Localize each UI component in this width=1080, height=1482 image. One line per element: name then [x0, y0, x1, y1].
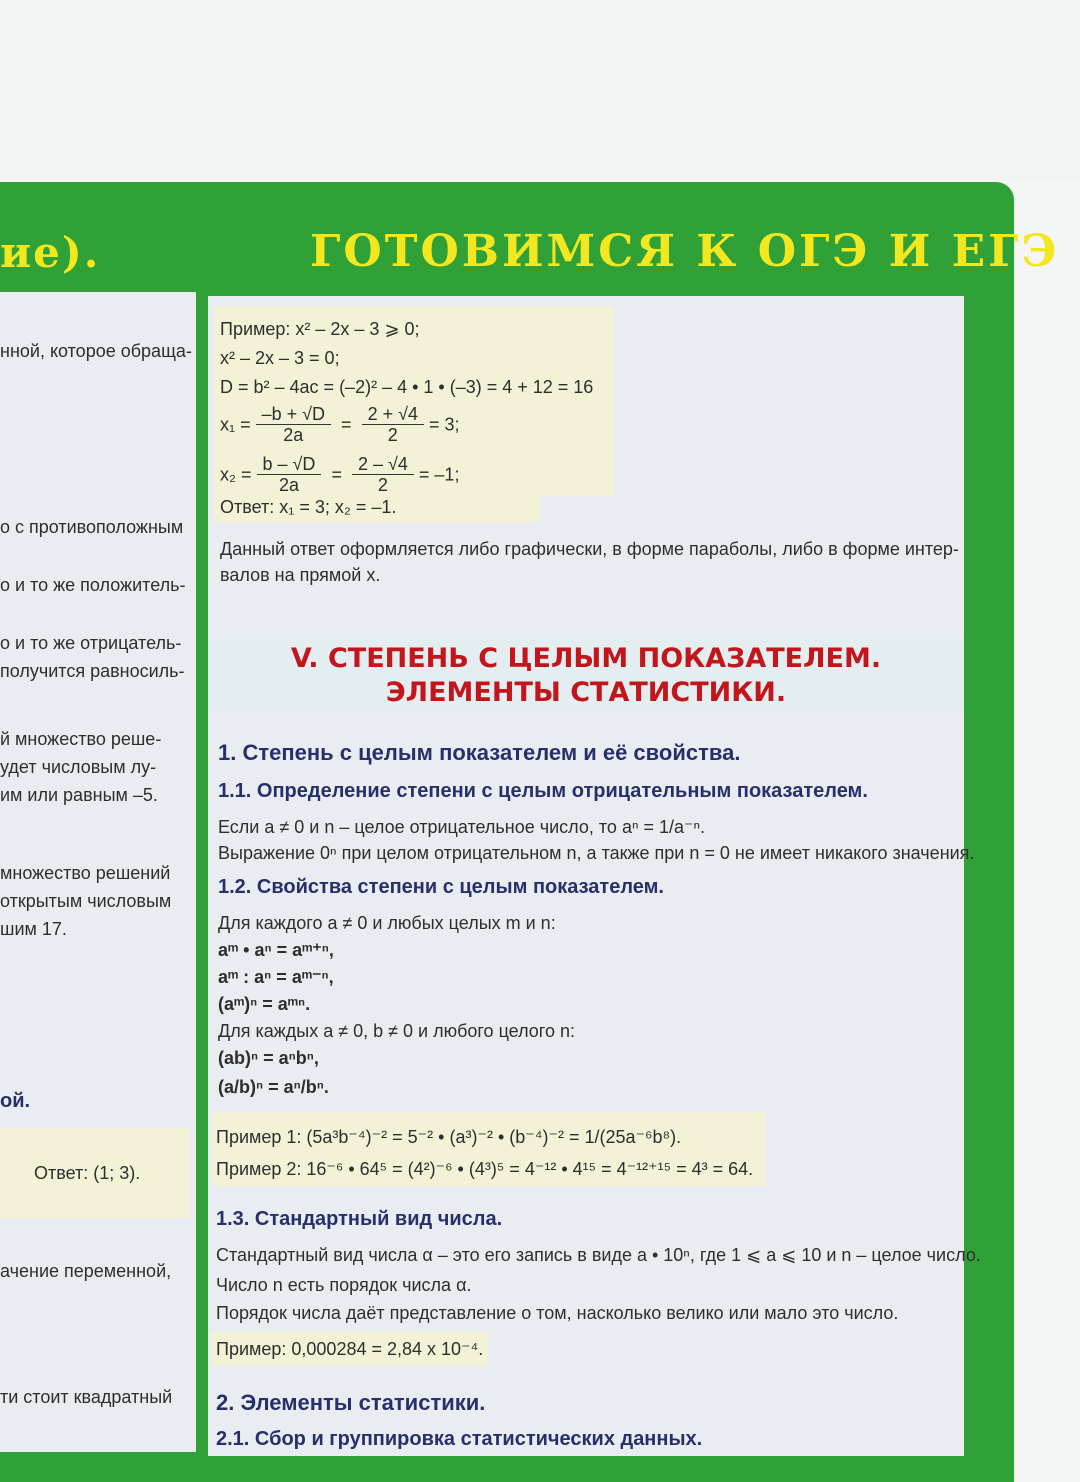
- fraction-denominator: 2: [377, 475, 388, 495]
- fraction-numerator: 2 + √4: [362, 404, 424, 425]
- x2-fraction: [257, 454, 322, 495]
- left-line: ачение переменной,: [0, 1261, 172, 1281]
- property-line: (a/b)ⁿ = aⁿ/bⁿ.: [218, 1077, 329, 1097]
- fraction-numerator: 2 – √4: [352, 454, 414, 475]
- left-line: ти стоит квадратный: [0, 1387, 173, 1407]
- root-x1: [220, 404, 460, 445]
- fraction-numerator: b – √D: [257, 454, 322, 475]
- x1-fraction-values: [362, 404, 424, 445]
- left-line: о с противоположным: [0, 517, 184, 537]
- example-line: Пример 1: (5a³b⁻⁴)⁻² = 5⁻² • (a³)⁻² • (b⁻⁴)⁻² = 1/(25a⁻⁶b⁸).: [216, 1127, 682, 1147]
- x2-fraction-values: [352, 454, 414, 495]
- left-line: множество решений: [0, 863, 171, 883]
- subheading: 2. Элементы статистики.: [216, 1390, 486, 1415]
- property-line: Для каждых a ≠ 0, b ≠ 0 и любого целого n:: [218, 1021, 576, 1041]
- left-line: о и то же отрицатель-: [0, 633, 182, 653]
- left-line: открытым числовым: [0, 891, 172, 911]
- subheading: 1.2. Свойства степени с целым показателем.: [218, 876, 664, 898]
- x1-result: = 3;: [429, 414, 460, 435]
- x2-label: x₂ =: [220, 464, 252, 485]
- example-line: x² – 2x – 3 = 0;: [220, 348, 340, 368]
- subheading: 1.1. Определение степени с целым отрицательным показателем.: [218, 780, 868, 802]
- standard-form-line: Порядок числа даёт представление о том, насколько велико или мало это число.: [216, 1303, 899, 1323]
- section-title: ЭЛЕМЕНТЫ СТАТИСТИКИ.: [385, 677, 787, 708]
- x2-result: = –1;: [418, 464, 460, 485]
- root-x2: [220, 454, 459, 495]
- left-line: о и то же положитель-: [0, 575, 186, 595]
- definition-line: Выражение 0ⁿ при целом отрицательном n, а также при n = 0 не имеет никакого значения.: [218, 843, 975, 863]
- subheading: 1.3. Стандартный вид числа.: [216, 1208, 503, 1230]
- x1-label: x₁ =: [220, 414, 251, 435]
- example-line: Пример 2: 16⁻⁶ • 64⁵ = (4²)⁻⁶ • (4³)⁵ = 4⁻¹² • 4¹⁵ = 4⁻¹²⁺¹⁵ = 4³ = 64.: [216, 1159, 754, 1179]
- property-line: (ab)ⁿ = aⁿbⁿ,: [218, 1048, 319, 1068]
- example-line: Пример: x² – 2x – 3 ⩾ 0;: [220, 319, 420, 339]
- equals-sign: =: [326, 464, 347, 485]
- fraction-denominator: 2a: [283, 425, 304, 445]
- property-line: aᵐ • aⁿ = aᵐ⁺ⁿ,: [218, 940, 334, 960]
- fraction-numerator: –b + √D: [256, 404, 331, 425]
- property-line: (aᵐ)ⁿ = aᵐⁿ.: [218, 994, 311, 1014]
- fraction-denominator: 2a: [278, 475, 299, 495]
- note-line: валов на прямой x.: [220, 565, 381, 585]
- property-line: Для каждого a ≠ 0 и любых целых m и n:: [218, 913, 556, 933]
- definition-line: Если a ≠ 0 и n – целое отрицательное число, то aⁿ = 1/a⁻ⁿ.: [218, 817, 706, 837]
- subheading: 1. Степень с целым показателем и её свойства.: [218, 740, 741, 765]
- left-line: им или равным –5.: [0, 785, 158, 805]
- note-line: Данный ответ оформляется либо графически, в форме параболы, либо в форме интер-: [220, 539, 959, 559]
- equals-sign: =: [336, 414, 357, 435]
- fraction-denominator: 2: [387, 425, 398, 445]
- left-heading: ой.: [0, 1090, 31, 1112]
- background-wall: [0, 0, 1080, 180]
- left-answer: Ответ: (1; 3).: [34, 1163, 141, 1183]
- example-answer: Ответ: x₁ = 3; x₂ = –1.: [220, 497, 397, 517]
- property-line: aᵐ : aⁿ = aᵐ⁻ⁿ,: [218, 967, 334, 987]
- standard-form-line: Стандартный вид числа α – это его запись в виде a • 10ⁿ, где 1 ⩽ a ⩽ 10 и n – целое число.: [216, 1245, 981, 1265]
- left-page-title: ие).: [0, 228, 101, 277]
- left-line: удет числовым лу-: [0, 757, 157, 777]
- example-line: D = b² – 4ac = (–2)² – 4 • 1 • (–3) = 4 + 12 = 16: [220, 377, 594, 397]
- left-line: нной, которое обраща-: [0, 341, 192, 361]
- example-line: Пример: 0,000284 = 2,84 x 10⁻⁴.: [216, 1339, 484, 1359]
- left-line: й множество реше-: [0, 729, 162, 749]
- x1-fraction: [256, 404, 331, 445]
- left-line: шим 17.: [0, 919, 67, 939]
- subheading: 2.1. Сбор и группировка статистических данных.: [216, 1428, 703, 1450]
- left-line: получится равносиль-: [0, 661, 185, 681]
- standard-form-line: Число n есть порядок числа α.: [216, 1275, 472, 1295]
- section-title: V. СТЕПЕНЬ С ЦЕЛЫМ ПОКАЗАТЕЛЕМ.: [290, 643, 882, 674]
- page-title: ГОТОВИМСЯ К ОГЭ И ЕГЭ: [310, 226, 1060, 277]
